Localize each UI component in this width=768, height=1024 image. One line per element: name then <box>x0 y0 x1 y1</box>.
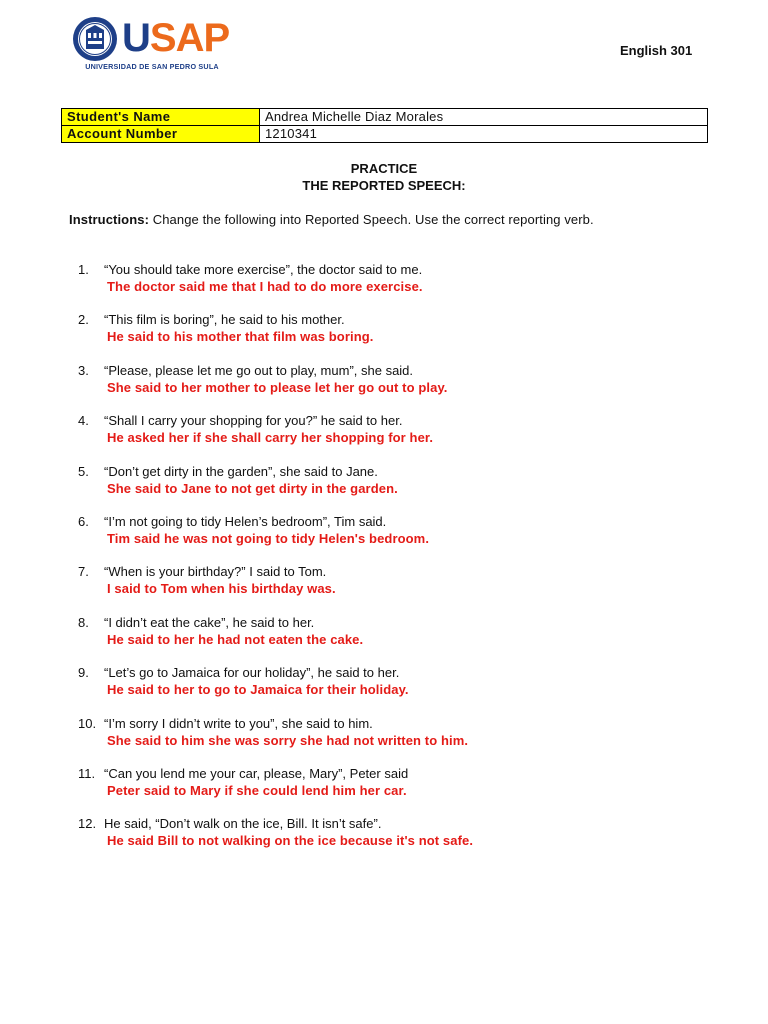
item-number: 1. <box>78 262 89 277</box>
item-answer: He said to her he had not eaten the cake. <box>107 631 364 647</box>
item-question: “Shall I carry your shopping for you?” he said to her. <box>104 413 403 429</box>
item-answer: He asked her if she shall carry her shopping for her. <box>107 430 434 446</box>
exercise-item <box>0 413 700 463</box>
page-title: PRACTICE <box>350 161 418 176</box>
student-name-value: Andrea Michelle Diaz Morales <box>260 109 708 126</box>
item-answer: She said to him she was sorry she had not written to him. <box>107 732 469 748</box>
item-question: “I’m not going to tidy Helen’s bedroom”, Tim said. <box>104 513 387 529</box>
logo-letters-sap: SAP <box>149 16 230 60</box>
page-subtitle: THE REPORTED SPEECH: <box>302 178 466 193</box>
usap-logo <box>72 16 232 72</box>
exercise-item <box>0 262 700 312</box>
item-number: 5. <box>78 463 89 479</box>
item-number: 7. <box>78 564 89 580</box>
item-answer: He said Bill to not walking on the ice because it's not safe. <box>107 833 474 849</box>
student-name-row <box>62 109 708 126</box>
item-question: “Can you lend me your car, please, Mary”, Peter said <box>104 765 409 781</box>
instructions-label: Instructions: <box>69 212 150 227</box>
item-number: 11. <box>78 765 96 781</box>
item-number: 9. <box>78 665 89 681</box>
item-number: 12. <box>78 816 97 832</box>
account-number-value: 1210341 <box>260 126 708 143</box>
instructions-text: Change the following into Reported Speech. Use the correct reporting verb. <box>149 212 594 227</box>
item-answer: I said to Tom when his birthday was. <box>107 581 336 597</box>
item-number: 4. <box>78 413 89 429</box>
exercise-item <box>0 716 700 766</box>
exercise-item <box>0 514 700 564</box>
course-code: English 301 <box>620 43 693 58</box>
account-number-row <box>62 126 708 143</box>
item-number: 2. <box>78 312 89 328</box>
item-number: 8. <box>78 614 89 630</box>
item-number: 6. <box>78 513 89 529</box>
item-answer: Tim said he was not going to tidy Helen's bedroom. <box>107 530 430 546</box>
exercise-item <box>0 564 700 614</box>
item-answer: She said to her mother to please let her go out to play. <box>107 379 448 395</box>
university-seal-icon <box>72 16 118 62</box>
exercise-item <box>0 766 700 816</box>
student-name-label: Student's Name <box>62 109 260 126</box>
instructions <box>69 212 594 227</box>
item-question: “When is your birthday?” I said to Tom. <box>104 564 327 580</box>
exercise-item <box>0 665 700 715</box>
exercise-item <box>0 464 700 514</box>
item-answer: Peter said to Mary if she could lend him her car. <box>107 782 407 798</box>
item-question: “Let’s go to Jamaica for our holiday”, he said to her. <box>104 665 400 681</box>
exercise-item <box>0 816 700 866</box>
exercise-item <box>0 312 700 362</box>
logo-wordmark <box>122 18 229 58</box>
item-question: “You should take more exercise”, the doctor said to me. <box>104 262 423 277</box>
exercise-item <box>0 363 700 413</box>
account-number-label: Account Number <box>62 126 260 143</box>
logo-letter-u: U <box>122 16 150 60</box>
item-question: “I’m sorry I didn’t write to you”, she said to him. <box>104 715 373 731</box>
item-question: “I didn’t eat the cake”, he said to her. <box>104 614 315 630</box>
item-number: 10. <box>78 715 97 731</box>
item-number: 3. <box>78 362 89 378</box>
item-answer: He said to her to go to Jamaica for their holiday. <box>107 682 409 698</box>
item-answer: The doctor said me that I had to do more exercise. <box>107 279 423 294</box>
item-answer: He said to his mother that film was boring. <box>107 329 374 345</box>
logo-subtitle: UNIVERSIDAD DE SAN PEDRO SULA <box>85 62 219 71</box>
item-question: “Don’t get dirty in the garden”, she said to Jane. <box>104 463 378 479</box>
item-question: He said, “Don’t walk on the ice, Bill. It isn’t safe”. <box>104 816 382 832</box>
student-info-table <box>61 108 708 143</box>
exercise-item <box>0 615 700 665</box>
item-answer: She said to Jane to not get dirty in the garden. <box>107 480 398 496</box>
item-question: “Please, please let me go out to play, mum”, she said. <box>104 362 414 378</box>
item-question: “This film is boring”, he said to his mother. <box>104 312 345 328</box>
exercise-list <box>0 262 700 867</box>
